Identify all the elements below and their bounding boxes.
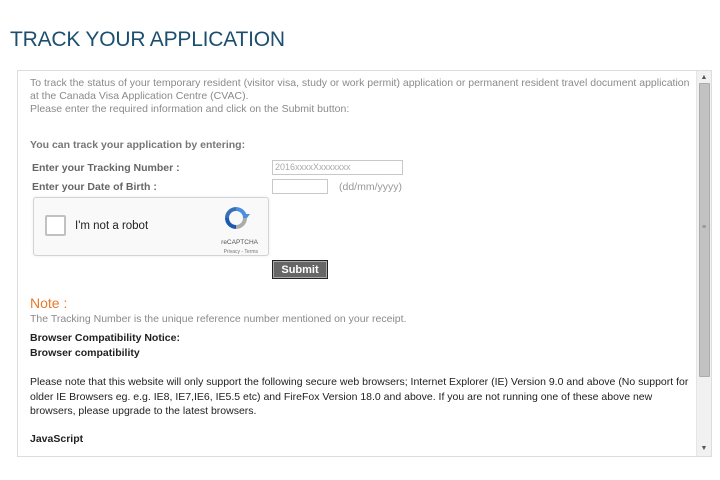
javascript-heading: JavaScript: [30, 433, 84, 445]
intro-text: [30, 77, 690, 116]
tracking-number-label: Enter your Tracking Number :: [32, 162, 180, 174]
scroll-thumb[interactable]: [699, 83, 710, 377]
vertical-scrollbar[interactable]: [696, 71, 711, 456]
recaptcha-privacy-terms[interactable]: Privacy - Terms: [223, 249, 258, 255]
recaptcha-checkbox[interactable]: [45, 215, 66, 236]
recaptcha-label: I'm not a robot: [75, 220, 149, 232]
intro-line-2: Please enter the required information and click on the Submit button:: [30, 103, 350, 115]
recaptcha-widget: [33, 197, 269, 256]
page-title: TRACK YOUR APPLICATION: [10, 28, 285, 51]
dob-input[interactable]: [272, 179, 328, 194]
frame-content: [30, 77, 690, 445]
note-text: The Tracking Number is the unique reference number mentioned on your receipt.: [30, 313, 407, 325]
scroll-up-icon[interactable]: ▲: [700, 74, 708, 81]
track-by-label: You can track your application by entering:: [30, 139, 246, 151]
intro-line-1: To track the status of your temporary resident (visitor visa, study or work permit) application or permanent resident travel document application at the Canada Visa Application Centre (CVAC).: [30, 77, 690, 102]
tracking-number-input[interactable]: [272, 160, 403, 175]
note-title: Note :: [30, 295, 68, 311]
dob-format-hint: (dd/mm/yyyy): [339, 181, 402, 193]
scroll-grip-icon: ≡: [702, 224, 707, 231]
browser-compat-heading: Browser compatibility: [30, 347, 140, 359]
scroll-down-icon[interactable]: ▼: [700, 445, 708, 452]
submit-button[interactable]: Submit: [272, 260, 328, 279]
dob-label: Enter your Date of Birth :: [32, 181, 157, 193]
recaptcha-icon: [220, 204, 252, 232]
browser-compat-paragraph: Please note that this website will only support the following secure web browsers; Internet Explorer (IE) Version 9.0 and above (No support for older IE Browsers eg. e.g. IE8, IE7,IE6, IE5.5 etc) and FireFox Version 18.0 and above. If you are not running one of these above new browsers, please upgrade to the latest browsers.: [30, 376, 689, 417]
browser-notice-heading: Browser Compatibility Notice:: [30, 332, 180, 344]
tracking-frame: [17, 70, 712, 457]
recaptcha-brand: reCAPTCHA: [221, 239, 258, 246]
